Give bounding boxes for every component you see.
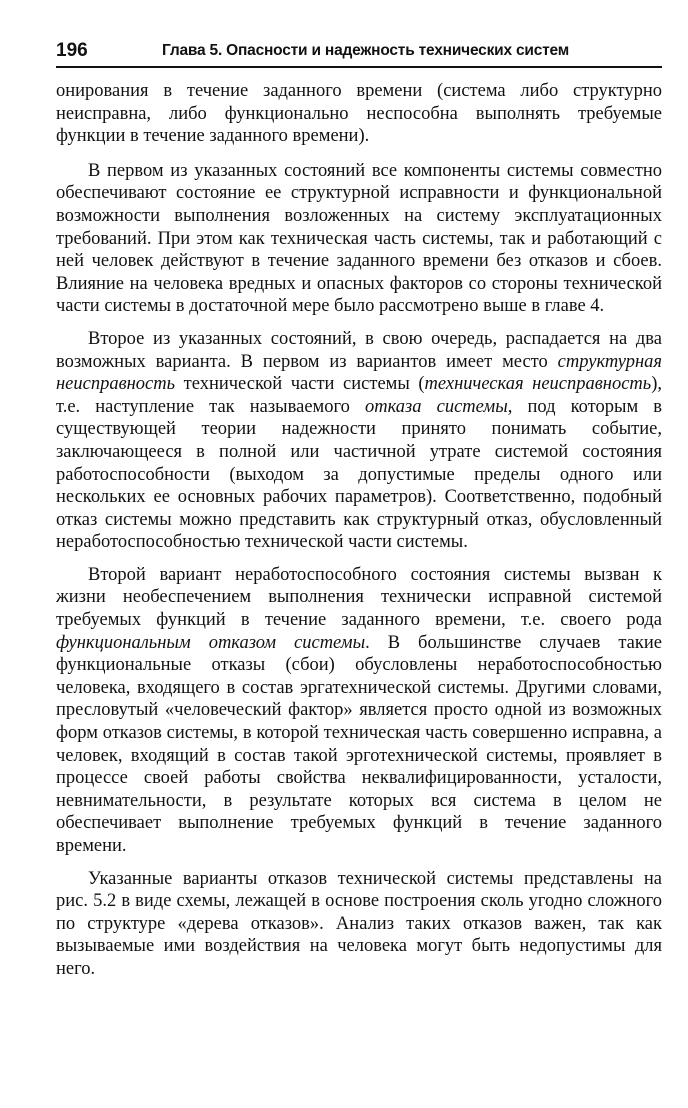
text-run: технической части системы ( [175, 374, 425, 395]
term-system-failure: отказа системы [364, 396, 508, 417]
term-technical-fault: техническая неисправность [424, 374, 652, 395]
paragraph-continuation: онирования в течение заданного времени (система либо структурно неисправна, либо функционально неспособна выполнять требуемые функции в течение заданного времени). [56, 81, 662, 147]
body-text [56, 80, 662, 981]
page-number: 196 [56, 40, 88, 61]
term-structural-fault: структурная неисправность [56, 351, 662, 395]
term-functional-failure: функциональным отказом системы [56, 632, 366, 653]
paragraph-second-variant [56, 564, 662, 858]
text-run: Второе из указанных состояний, в свою очередь, распадается на два возможных варианта. В первом из вариантов имеет место [56, 328, 662, 372]
paragraph-first-state: В первом из указанных состояний все компоненты системы совместно обеспечивают состояние ее структурной исправности и функциональной возможности выполнения возложенных на систему эксплуатационных требований. При этом как техническая часть системы, так и работающий с ней человек действуют в течение заданного времени без отказов и сбоев. Влияние на человека вредных и опасных факторов со стороны технической части системы в достаточной мере было рассмотрено выше в главе 4. [56, 160, 662, 317]
page-header [56, 36, 662, 68]
text-run: , под которым в существующей теории надежности принято понимать событие, заключающееся в полной или частичной утрате системой состояния работоспособности (выходом за допустимые пределы одного или нескольких ее основных рабочих параметров). Соответственно, подобный отказ системы можно представить как структурный отказ, обусловленный неработоспособностью технической части системы. [56, 396, 663, 553]
paragraph-failure-tree: Указанные варианты отказов технической системы представлены на рис. 5.2 в виде схемы, лежащей в основе построения сколь угодно сложного по структуре «дерева отказов». Анализ таких отказов важен, так как вызываемые ими воздействия на человека могут быть недопустимы для него. [56, 868, 662, 979]
paragraph-second-state [56, 328, 662, 554]
text-run: Второй вариант неработоспособного состояния системы вызван к жизни необеспечением выполнения технически исправной системой требуемых функций в течение заданного времени, т.е. своего рода [56, 564, 662, 631]
text-run: ), т.е. наступление так называемого [56, 374, 662, 417]
running-head: Глава 5. Опасности и надежность технических систем [162, 42, 570, 59]
text-run: . В большинстве случаев такие функциональные отказы (сбои) обусловлены неработоспособностью человека, входящего в состав эргатехнической системы. Другими словами, пресловутый «человеческий фактор» является просто одной из возможных форм отказов системы, в которой техническая часть совершенно исправна, а человек, входящий в состав такой эрготехнической системы, проявляет в процессе своей работы свойства неквалифицированности, усталости, невнимательности, в результате которых вся система в целом не обеспечивает выполнение требуемых функций в течение заданного времени. [56, 632, 662, 856]
